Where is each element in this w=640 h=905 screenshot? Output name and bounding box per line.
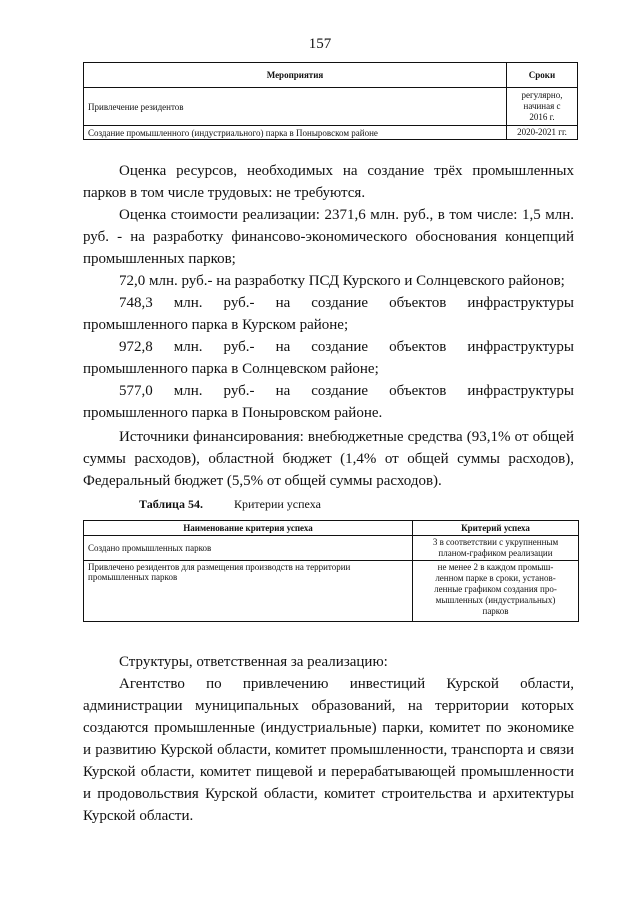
paragraph: Оценка стоимости реализации: 2371,6 млн. руб., в том числе: 1,5 млн. руб. - на разработку финансово-экономического обоснования концепций промышленных парков; — [83, 207, 574, 267]
criterion-cell — [413, 536, 579, 561]
criterion-name-cell: Привлечено резидентов для размещения производств на территории промышленных парков — [84, 561, 413, 622]
paragraph: Структуры, ответственная за реализацию: — [119, 654, 388, 670]
activity-cell: Создание промышленного (индустриального) парка в Поныровском районе — [84, 126, 507, 140]
cost-estimate-block — [83, 204, 574, 424]
criterion-line: парков — [482, 606, 509, 616]
page-number: 157 — [308, 36, 332, 52]
criterion-name-cell: Создано промышленных парков — [84, 536, 413, 561]
criterion-line: 3 в соответствии с укрупненным — [432, 537, 559, 547]
table-row — [84, 88, 578, 126]
table-header-row — [84, 63, 578, 88]
criterion-line: планом-графиком реализации — [438, 548, 553, 558]
paragraph: Оценка ресурсов, необходимых на создание трёх промышленных парков в том числе трудовых: не требуются. — [83, 163, 574, 201]
term-cell — [507, 88, 578, 126]
header-terms: Сроки — [507, 63, 578, 88]
term-cell: 2020-2021 гг. — [507, 126, 578, 140]
activities-table — [83, 62, 578, 140]
table-row — [84, 126, 578, 140]
success-criteria-table — [83, 520, 579, 622]
criterion-line: ленном парке в сроки, установ- — [435, 573, 556, 583]
table-row — [84, 561, 579, 622]
header-activities: Мероприятия — [84, 63, 507, 88]
table-caption — [139, 497, 321, 512]
header-criterion-name: Наименование критерия успеха — [84, 521, 413, 536]
table-row — [84, 536, 579, 561]
paragraph: Агентство по привлечению инвестиций Курской области, администрации муниципальных образований, на территории которых создаются промышленные (индустриальные) парки, комитет по экономике и развитию Курской области, комитет промышленности, транспорта и связи Курской области, комитет пищевой и перерабатывающей промышленности и продовольствия Курской области, комитет строительства и архитектуры Курской области. — [83, 676, 574, 824]
table-number: Таблица 54. — [139, 497, 203, 511]
term-line: 2016 г. — [529, 112, 555, 122]
activity-cell: Привлечение резидентов — [84, 88, 507, 126]
criterion-line: не менее 2 в каждом промыш- — [437, 562, 554, 572]
criterion-cell — [413, 561, 579, 622]
paragraph: 748,3 млн. руб.- на создание объектов инфраструктуры промышленного парка в Курском районе; — [83, 295, 574, 333]
funding-sources-paragraph — [83, 426, 574, 492]
term-line: начиная с — [523, 101, 561, 111]
paragraph: 972,8 млн. руб.- на создание объектов инфраструктуры промышленного парка в Солнцевском районе; — [83, 339, 574, 377]
paragraph: 72,0 млн. руб.- на разработку ПСД Курского и Солнцевского районов; — [119, 273, 565, 289]
paragraph: Источники финансирования: внебюджетные средства (93,1% от общей суммы расходов), областной бюджет (1,4% от общей суммы расходов), Федеральный бюджет (5,5% от общей суммы расходов). — [83, 429, 574, 489]
table-header-row — [84, 521, 579, 536]
criterion-line: ленные графиком создания про- — [434, 584, 557, 594]
responsible-block — [83, 651, 574, 827]
term-line: регулярно, — [521, 90, 563, 100]
resources-paragraph — [83, 160, 574, 204]
criterion-line: мышленных (индустриальных) — [435, 595, 556, 605]
table-title: Критерии успеха — [233, 497, 321, 511]
paragraph: 577,0 млн. руб.- на создание объектов инфраструктуры промышленного парка в Поныровском районе. — [83, 383, 574, 421]
header-criterion: Критерий успеха — [413, 521, 579, 536]
